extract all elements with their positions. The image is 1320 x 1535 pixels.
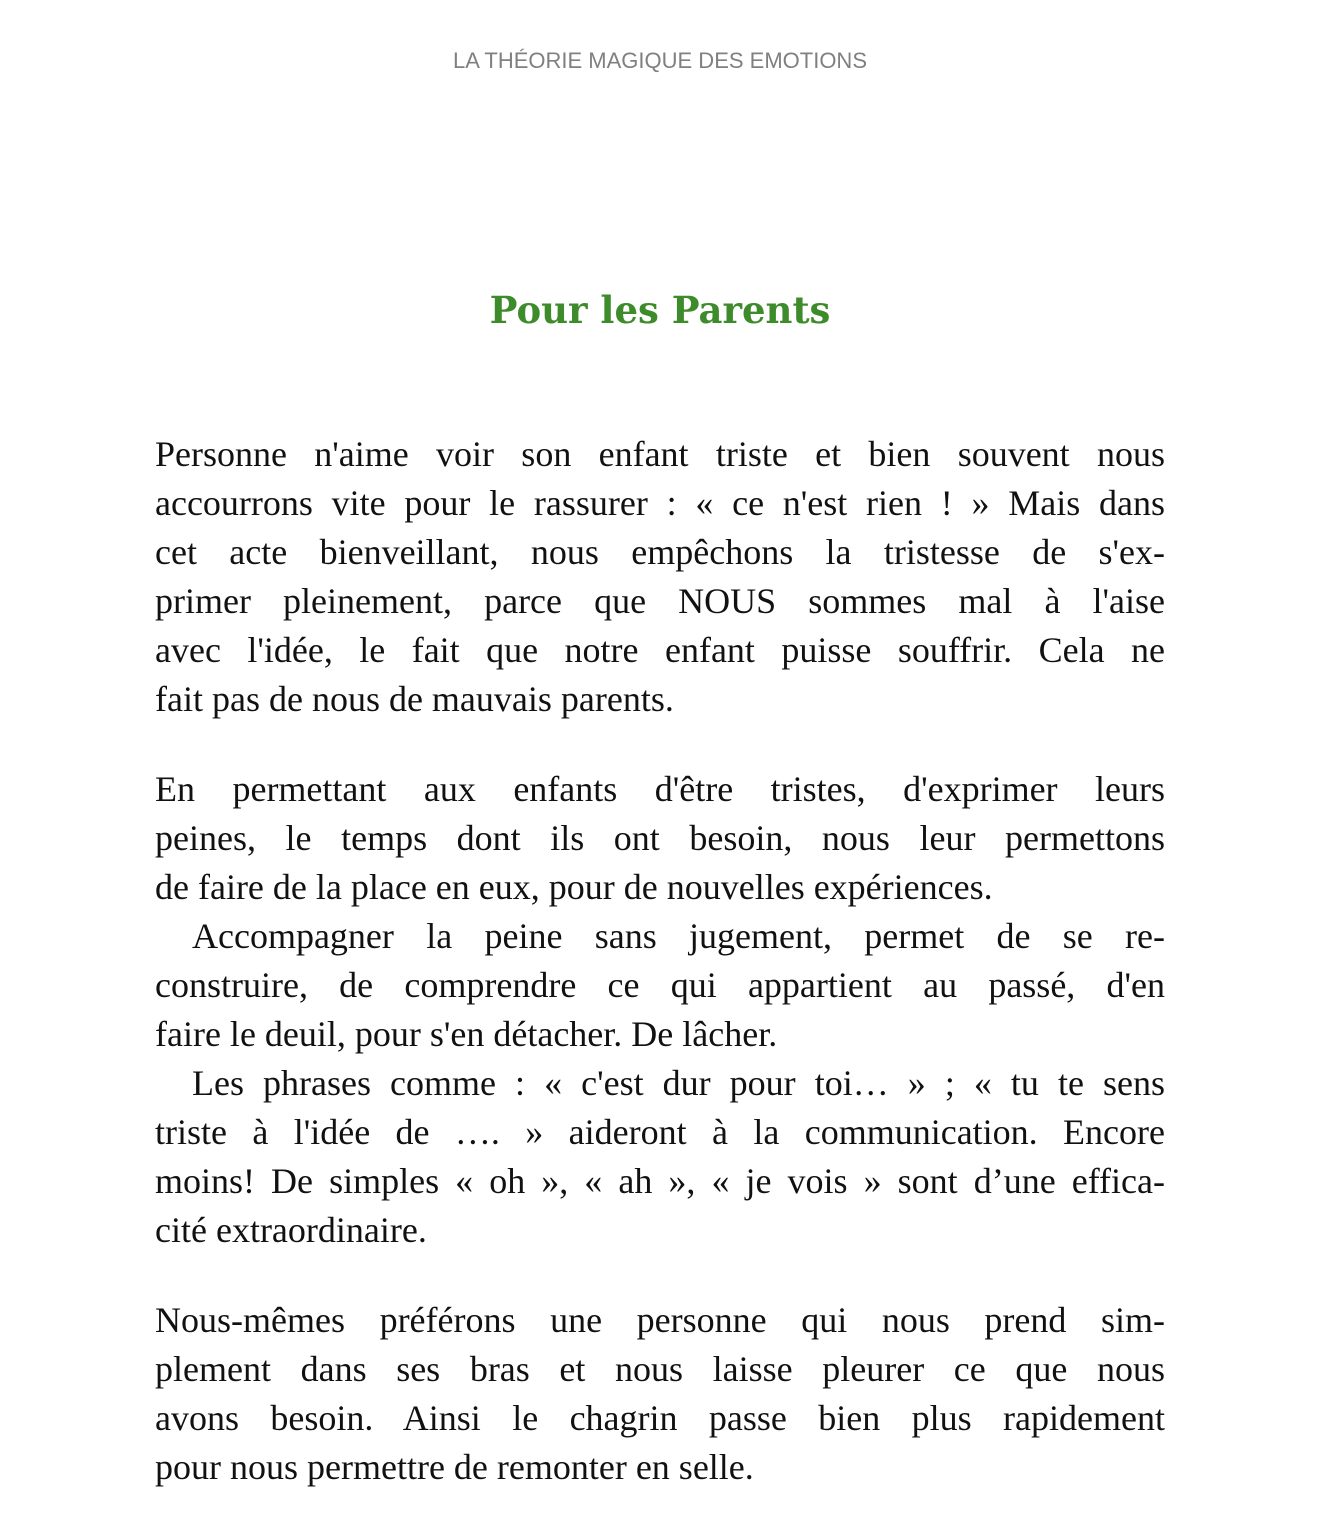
text-line: fait pas de nous de mauvais parents. xyxy=(155,679,674,719)
text-line: Accompagner la peine sans jugement, permet de se re- xyxy=(192,916,1165,956)
text-line: primer pleinement, parce que NOUS sommes mal à l'aise xyxy=(155,581,1165,621)
paragraph-2 xyxy=(155,765,1165,912)
chapter-title: Pour les Parents xyxy=(489,288,831,332)
paragraph-4 xyxy=(155,1059,1165,1255)
text-line: En permettant aux enfants d'être tristes, d'exprimer leurs xyxy=(155,769,1165,809)
text-line: construire, de comprendre ce qui appartient au passé, d'en xyxy=(155,965,1165,1005)
text-line: Nous-mêmes préférons une personne qui nous prend sim- xyxy=(155,1300,1165,1340)
text-line: de faire de la place en eux, pour de nouvelles expériences. xyxy=(155,867,993,907)
text-line: Les phrases comme : « c'est dur pour toi… » ; « tu te sens xyxy=(192,1063,1165,1103)
paragraph-1 xyxy=(155,430,1165,724)
text-line: faire le deuil, pour s'en détacher. De lâcher. xyxy=(155,1014,778,1054)
text-line: plement dans ses bras et nous laisse pleurer ce que nous xyxy=(155,1349,1165,1389)
body-text xyxy=(155,430,1165,1492)
text-line: pour nous permettre de remonter en selle. xyxy=(155,1447,754,1487)
running-header: LA THÉORIE MAGIQUE DES EMOTIONS xyxy=(452,48,867,73)
text-line: accourrons vite pour le rassurer : « ce n'est rien ! » Mais dans xyxy=(155,483,1165,523)
text-line: cité extraordinaire. xyxy=(155,1210,427,1250)
paragraph-5 xyxy=(155,1296,1165,1492)
text-line: triste à l'idée de …. » aideront à la communication. Encore xyxy=(155,1112,1165,1152)
paragraph-3 xyxy=(155,912,1165,1059)
text-line: avec l'idée, le fait que notre enfant puisse souffrir. Cela ne xyxy=(155,630,1165,670)
text-line: moins! De simples « oh », « ah », « je vois » sont d’une effica- xyxy=(155,1161,1165,1201)
text-line: Personne n'aime voir son enfant triste et bien souvent nous xyxy=(155,434,1165,474)
text-line: avons besoin. Ainsi le chagrin passe bien plus rapidement xyxy=(155,1398,1165,1438)
text-line: cet acte bienveillant, nous empêchons la tristesse de s'ex- xyxy=(155,532,1165,572)
text-line: peines, le temps dont ils ont besoin, nous leur permettons xyxy=(155,818,1165,858)
